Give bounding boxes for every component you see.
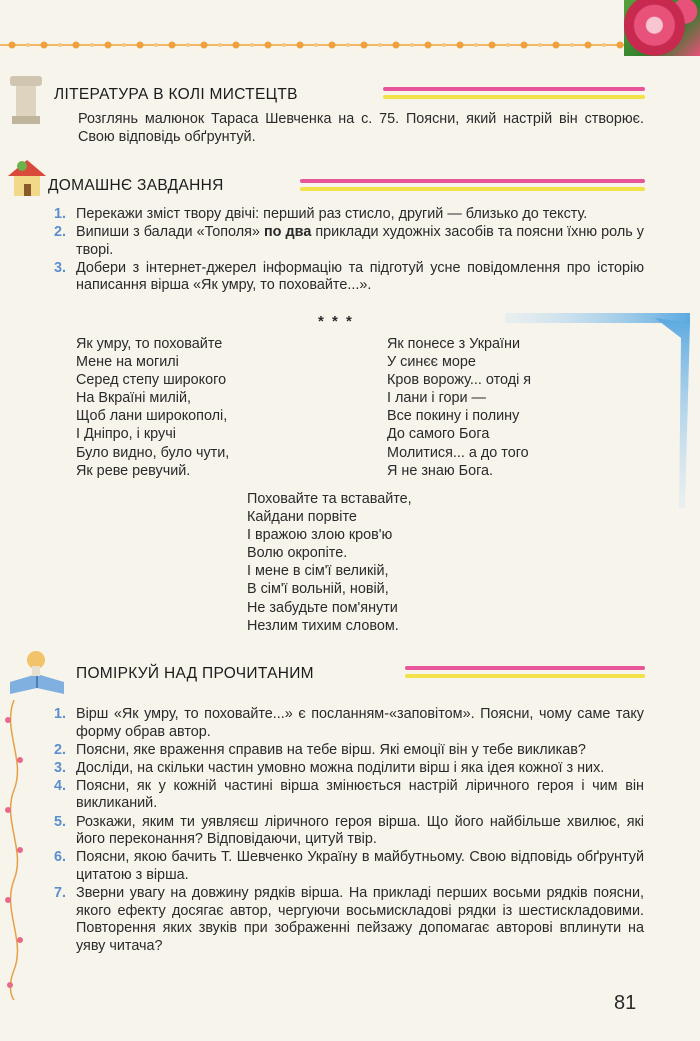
poem-line: Незлим тихим словом. — [247, 617, 399, 634]
list-item: 7. Зверни увагу на довжину рядків вірша. На прикладі перших восьми рядків поясни, якого ефекту досягає автор, чергуючи восьмискладові рядки із шестискладовими. Повторення яких звуків при зображенні пейзажу допомагає авторові вплинути на уяву читача? — [54, 884, 644, 954]
poem-line: І вражою злою кров'ю — [247, 527, 393, 544]
poem-column-1 — [76, 335, 229, 480]
poem-line: І мене в сім'ї великій, — [247, 563, 389, 580]
poem-line: Серед степу широкого — [76, 372, 227, 389]
list-item: 3. Добери з інтернет-джерел інформацію та підготуй усне повідомлення про історію написання вірша «Як умру, то поховайте...». — [54, 259, 644, 294]
poem-line: І лани і гори — — [387, 390, 486, 407]
section-title-art: ЛІТЕРАТУРА В КОЛІ МИСТЕЦТВ — [54, 86, 298, 103]
poem-line: До самого Бога — [387, 426, 490, 443]
list-item: 3. Досліди, на скільки частин умовно можна поділити вірш і яка ідея кожної з них. — [54, 759, 605, 776]
poem-line: На Вкраїні милій, — [76, 390, 191, 407]
homework-list — [54, 206, 644, 295]
poem-line: В сім'ї вольній, новій, — [247, 581, 389, 598]
section-ribbon — [300, 178, 645, 192]
poem-column-2 — [387, 335, 531, 480]
poem-line: Не забудьте пом'янути — [247, 599, 398, 616]
left-vine-ornament — [2, 700, 26, 1000]
poem-line: Молитися... а до того — [387, 444, 529, 461]
section-title-reflect: ПОМІРКУЙ НАД ПРОЧИТАНИМ — [76, 665, 314, 682]
section-title-homework: ДОМАШНЄ ЗАВДАННЯ — [48, 177, 224, 194]
art-task-text: Розглянь малюнок Тараса Шевченка на с. 75. Поясни, який настрій він створює. Свою відповідь обґрунтуй. — [78, 111, 644, 145]
list-item: 2. Випиши з балади «Тополя» по два приклади художніх засобів та поясни їхню роль у творі. — [54, 224, 644, 258]
list-item: 4. Поясни, як у кожній частині вірша змінюється настрій ліричного героя і чим він викликаний. — [54, 777, 644, 812]
poem-line: Було видно, було чути, — [76, 444, 230, 461]
poem-line: У синєє море — [387, 354, 476, 371]
house-icon — [4, 154, 50, 200]
section-ribbon — [405, 665, 645, 679]
poem-line: І Дніпро, і кручі — [76, 426, 176, 443]
section-ribbon — [383, 86, 645, 100]
page-number: 81 — [614, 992, 637, 1014]
poem-line: Мене на могилі — [76, 354, 179, 371]
corner-flower-image — [624, 0, 700, 56]
list-item: 1. Вірш «Як умру, то поховайте...» є посланням-«заповітом». Поясни, чому саме таку форму обрав автор. — [54, 706, 644, 740]
poem-line: Все покину і полину — [387, 408, 520, 425]
poem-line: Поховайте та вставайте, — [247, 491, 412, 507]
poem-line: Кров ворожу... отоді я — [387, 372, 532, 389]
list-item: 2. Поясни, яке враження справив на тебе вірш. Які емоції він у тебе викликав? — [54, 741, 586, 758]
poem-line: Волю окропіте. — [247, 545, 348, 562]
list-item: 1. Перекажи зміст твору двічі: перший раз стисло, другий — близько до тексту. — [54, 206, 588, 222]
poem-line: Як понесе з України — [387, 336, 521, 352]
poem-line: Кайдани порвіте — [247, 509, 357, 526]
poem-line: Щоб лани широкополі, — [76, 408, 228, 425]
list-item: 6. Поясни, якою бачить Т. Шевченко Україну в майбутньому. Свою відповідь обґрунтуй цитатою з вірша. — [54, 849, 644, 883]
book-icon — [6, 648, 68, 700]
poem-line: Як реве ревучий. — [76, 462, 191, 479]
blue-corner-decoration — [505, 308, 700, 508]
poem-line: Як умру, то поховайте — [76, 336, 223, 352]
column-capital-icon — [6, 74, 46, 126]
list-item: 5. Розкажи, яким ти уявляєш ліричного героя вірша. Що його найбільше хвилює, які його переконання? Відповідаючи, цитуй твір. — [54, 813, 644, 848]
top-ornament-border — [0, 34, 640, 56]
poem-stars: * * * — [318, 313, 354, 330]
poem-column-3 — [247, 490, 412, 635]
poem-line: Я не знаю Бога. — [387, 462, 494, 479]
reflect-list — [54, 706, 644, 956]
